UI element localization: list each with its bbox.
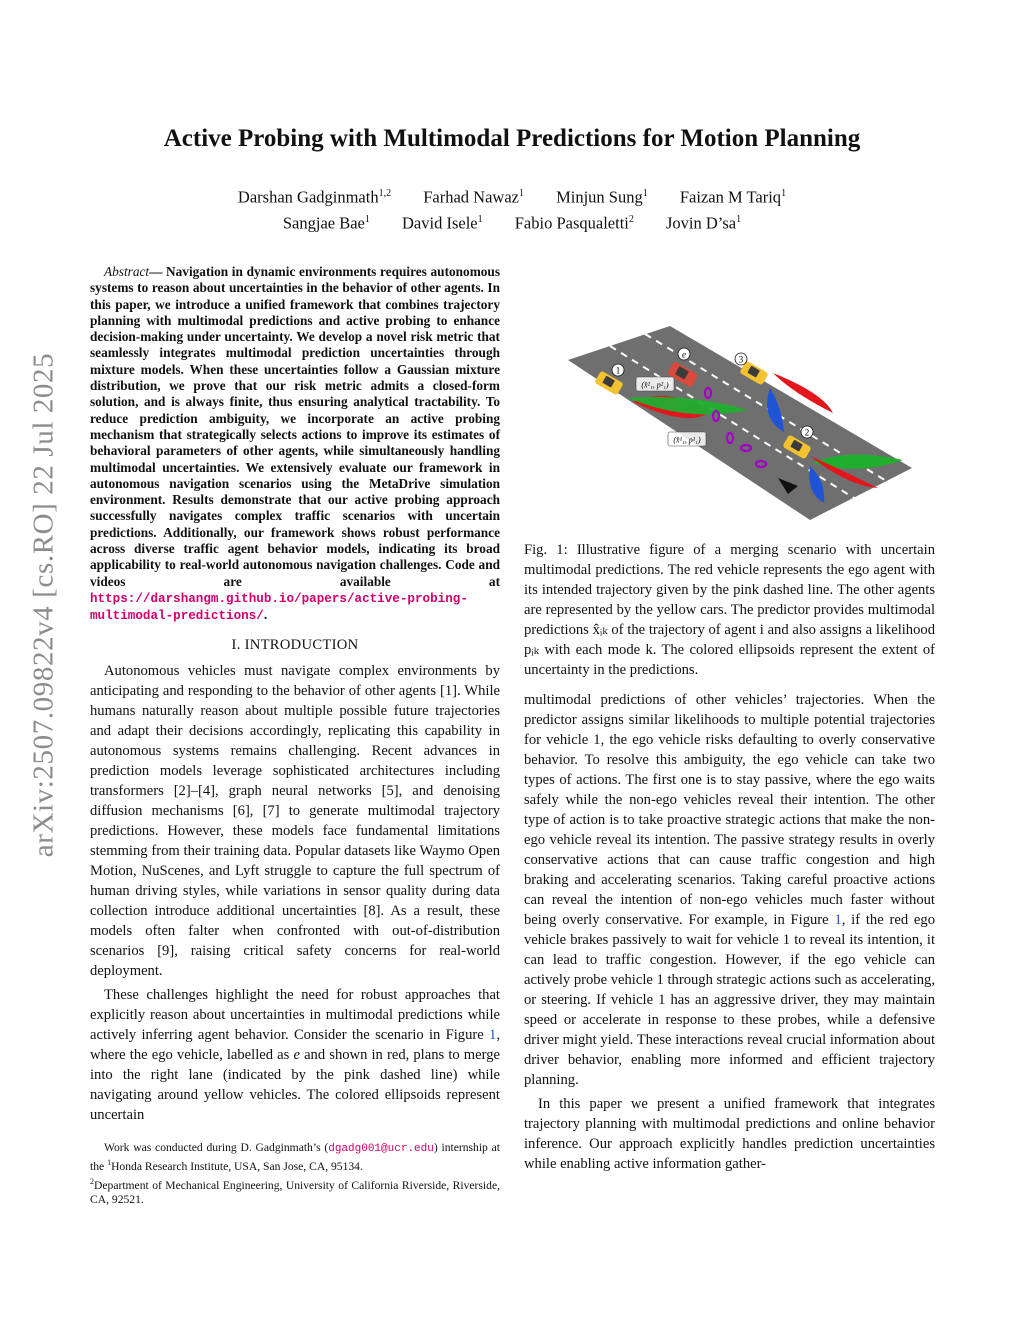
right-paragraph-1: multimodal predictions of other vehicles’ trajectories. When the predictor assigns similar likelihoods to multiple potential trajectories for vehicle 1, the ego vehicle risks defaulting to overly conservative behavior. To resolve this ambiguity, the ego vehicle can take two types of actions. The first one is to stay passive, where the ego waits safely while the non-ego vehicles reveal their intention. The other type of action is to take proactive strategic actions that make the non-ego vehicle reveal its intention. The passive strategy results in overly conservative actions that can cause traffic congestion and high braking and accelerating scenarios. Taking careful proactive actions can reveal the intention of non-ego vehicles much faster without being overly conservative. For example, in Figure 1, if the red ego vehicle brakes passively to wait for vehicle 1 to reveal its intention, it can lead to traffic congestion. However, if the ego vehicle can actively probe vehicle 1 through strategic actions such as accelerating, or steering. If vehicle 1 has an aggressive driver, they may maintain speed or accelerate in response to these probes, while a defensive driver might yield. These interactions reveal crucial information about driver behavior, enabling more informed and efficient trajectory planning. (524, 692, 935, 1088)
project-link[interactable]: https://darshangm.github.io/papers/active-probing-multimodal-predictions/ (90, 591, 468, 624)
agent-label-3 (735, 353, 747, 365)
author: David Isele$^1$ (402, 213, 483, 232)
section-heading: I. INTRODUCTION (231, 636, 359, 653)
author: Sangjae Bae$^1$ (282, 213, 370, 232)
right-column (524, 540, 935, 1178)
svg-text:(x̂¹₁, p¹₁): (x̂¹₁, p¹₁) (673, 435, 701, 445)
intro-paragraph-1: Autonomous vehicles must navigate complex environments by anticipating and responding to the behavior of other agents [1]. While humans naturally reason about multiple possible future trajectories and adapt their decisions accordingly, replicating this capability in autonomous systems remains challenging. Recent advances in prediction models leverage sophisticated architectures including transformers [2]–[4], graph neural networks [5], and denoising diffusion mechanisms [6], [7] to generate multimodal trajectory predictions. However, these models face fundamental limitations stemming from their training data. Popular datasets like Waymo Open Motion, NuScenes, and Lyft struggle to capture the full spectrum of human driving styles, while variations in sensor quality during data collection introduce additional uncertainties [8]. As a result, these models often falter when confronted with out-of-distribution scenarios [9], raising critical safety concerns for real-world deployment. (90, 662, 500, 979)
agent-label-e (678, 348, 690, 360)
figure-link[interactable]: 1 (834, 912, 842, 928)
author: Fabio Pasqualetti$^2$ (514, 213, 634, 232)
author-list (0, 183, 1024, 234)
agent-label-1 (612, 364, 624, 376)
left-column (90, 264, 500, 1208)
abstract: Abstract— Navigation in dynamic environments requires autonomous systems to reason about uncertainties in the behavior of other agents. In this paper, we introduce a unified framework that combines trajectory planning with multimodal predictions and active probing to enhance decision-making under uncertainty. We develop a novel risk metric that seamlessly integrates multimodal prediction uncertainties through mixture models. When these uncertainties follow a Gaussian mixture distribution, we prove that our risk metric admits a closed-form solution, and is always finite, thus ensuring analytical tractability. To reduce prediction ambiguity, we incorporate an active probing mechanism that strategically selects actions to improve its estimates of behavioral parameters of other agents, while simultaneously handling multimodal uncertainties. We extensively evaluate our framework in autonomous navigation scenarios using the MetaDrive simulation environment. Results demonstrate that our active probing approach successfully navigates complex traffic scenarios with uncertain predictions. Additionally, our framework shows robust performance across diverse traffic agent behavior models, indicating its broad applicability to real-world autonomous navigation challenges. Code and videos are available at https://darshangm.github.io/papers/active-probing-multimodal-predictions/. (90, 264, 500, 624)
svg-text:3: 3 (738, 354, 744, 365)
intro-paragraph-2: These challenges highlight the need for robust approaches that explicitly reason about uncertainties in multimodal predictions while actively inferring agent behavior. Consider the scenario in Figure 1, where the ego vehicle, labelled as e and shown in red, plans to merge into the right lane (indicated by the pink dashed line) while navigating around yellow vehicles. The colored ellipsoids represent uncertain (90, 986, 500, 1123)
author-row-1 (0, 183, 1024, 209)
footnote: Work was conducted during D. Gadginmath’s (dgadg001@ucr.edu) internship at the $^1$Honda Research Institute, USA, San Jose, CA, 95134. $^2$Department of Mechanical Engineering, University of California Riverside, Riverside, CA, 92521. (90, 1140, 500, 1207)
author: Faizan M Tariq$^1$ (679, 187, 787, 207)
prediction-label (636, 377, 674, 391)
figure-caption: Fig. 1: Illustrative figure of a merging scenario with uncertain multimodal predictions. The red vehicle represents the ego agent with its intended trajectory given by the pink dashed line. The other agents are represented by the yellow cars. The predictor provides multimodal predictions x̂ᵢₖ of the trajectory of agent i and also assigns a likelihood pᵢₖ with each mode k. The colored ellipsoids represent the extent of uncertainty in the predictions. (524, 542, 935, 678)
figure-link[interactable]: 1 (489, 1026, 497, 1043)
right-paragraph-2: In this paper we present a unified framework that integrates trajectory planning with multimodal predictions and online behavior inference. Our approach explicitly handles prediction uncertainties while enabling active information gather- (524, 1096, 935, 1172)
paper-title: Active Probing with Multimodal Predictions for Motion Planning (163, 125, 861, 152)
email-link[interactable]: dgadg001@ucr.edu (328, 1142, 434, 1155)
svg-text:e: e (682, 349, 686, 360)
svg-text:2: 2 (804, 427, 810, 438)
author: Farhad Nawaz$^1$ (423, 187, 524, 207)
svg-text:1: 1 (615, 365, 621, 376)
abstract-label: Abstract (104, 264, 150, 279)
merging-scenario-figure (548, 298, 928, 533)
author: Darshan Gadginmath$^{1,2}$ (237, 187, 392, 207)
author: Jovin $D’sa^1$ (666, 213, 742, 232)
agent-label-2 (801, 426, 813, 438)
author-row-2 (0, 209, 1024, 235)
svg-text:(x̂²₁, p²₁): (x̂²₁, p²₁) (641, 380, 669, 390)
prediction-label (668, 432, 706, 446)
author: Minjun Sung$^1$ (556, 187, 648, 207)
arxiv-identifier: arXiv:2507.09822v4 [cs.RO] 22 Jul 2025 (27, 352, 60, 858)
